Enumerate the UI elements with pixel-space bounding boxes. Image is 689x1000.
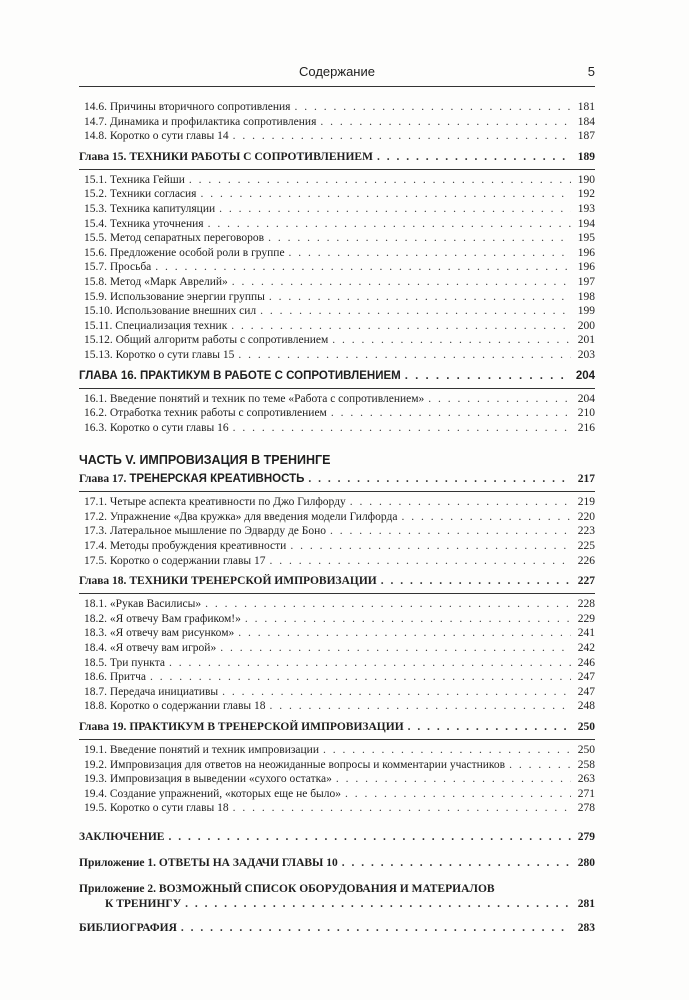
toc-entry[interactable] xyxy=(79,202,595,217)
entry-page: 184 xyxy=(577,115,595,128)
leader-dots xyxy=(260,304,571,318)
toc-entry[interactable] xyxy=(79,539,595,554)
chapter-heading[interactable] xyxy=(79,150,595,166)
toc-entry[interactable] xyxy=(79,333,595,348)
toc-entry[interactable] xyxy=(79,743,595,758)
entry-label: 15.2. Техники согласия xyxy=(84,188,197,201)
chapter-page: 217 xyxy=(577,473,595,486)
leader-dots xyxy=(181,921,571,935)
entry-page: 242 xyxy=(577,642,595,655)
leader-dots xyxy=(238,348,571,362)
entry-page: 204 xyxy=(577,392,595,405)
entry-page: 193 xyxy=(577,202,595,215)
leader-dots xyxy=(231,319,571,333)
toc-entry[interactable] xyxy=(79,129,595,144)
chapter-title: ТЕХНИКИ ТРЕНЕРСКОЙ ИМПРОВИЗАЦИИ xyxy=(129,575,377,588)
entry-label: 14.7. Динамика и профилактика сопротивления xyxy=(84,115,317,128)
toc-entry[interactable] xyxy=(79,758,595,773)
entry-label: 17.2. Упражнение «Два кружка» для введения модели Гилфорда xyxy=(84,510,398,523)
toc-entry[interactable] xyxy=(79,348,595,363)
entry-page: 203 xyxy=(577,348,595,361)
entry-page: 241 xyxy=(577,627,595,640)
chapter-entries xyxy=(79,743,595,816)
chapter-heading[interactable] xyxy=(79,720,595,736)
entry-label: 16.3. Коротко о сути главы 16 xyxy=(84,421,229,434)
toc-entry[interactable] xyxy=(79,187,595,202)
entry-label: 15.6. Предложение особой роли в группе xyxy=(84,246,285,259)
leader-dots xyxy=(200,187,571,201)
leader-dots xyxy=(509,758,571,772)
entry-page: 220 xyxy=(577,510,595,523)
leader-dots xyxy=(232,275,571,289)
toc-entry[interactable] xyxy=(79,290,595,305)
chapter-entries xyxy=(79,597,595,714)
toc-entry[interactable] xyxy=(79,597,595,612)
leader-dots xyxy=(408,720,571,734)
toc-entry[interactable] xyxy=(79,656,595,671)
entry-page: 283 xyxy=(577,921,595,934)
entry-page: 210 xyxy=(577,407,595,420)
leader-dots xyxy=(294,100,571,114)
entry-label: 15.8. Метод «Марк Аврелий» xyxy=(84,275,228,288)
chapter-divider xyxy=(79,593,595,594)
entry-label: 18.6. Притча xyxy=(84,671,146,684)
entry-label: ЗАКЛЮЧЕНИЕ xyxy=(79,830,165,843)
chapter-18 xyxy=(79,574,595,714)
entry-label: 16.1. Введение понятий и техник по теме «Работа с сопротивлением» xyxy=(84,392,425,405)
entry-page: 229 xyxy=(577,612,595,625)
toc-entry[interactable] xyxy=(79,626,595,641)
entry-page: 219 xyxy=(577,496,595,509)
page-number: 5 xyxy=(587,64,595,79)
entry-page: 195 xyxy=(577,232,595,245)
entry-label: 15.13. Коротко о сути главы 15 xyxy=(84,348,235,361)
entry-label: 15.7. Просьба xyxy=(84,261,152,274)
entry-page: 248 xyxy=(577,700,595,713)
leader-dots xyxy=(336,772,571,786)
chapter-title: ТЕХНИКИ РАБОТЫ С СОПРОТИВЛЕНИЕМ xyxy=(129,150,373,163)
entry-label-line2: К ТРЕНИНГУ xyxy=(105,897,182,910)
leader-dots xyxy=(269,290,571,304)
appendix-2-entry[interactable] xyxy=(79,882,595,911)
entry-label: 15.5. Метод сепаратных переговоров xyxy=(84,232,265,245)
leader-dots xyxy=(401,510,571,524)
entry-label: 17.1. Четыре аспекта креативности по Джо Гилфорду xyxy=(84,496,346,509)
entry-page: 194 xyxy=(577,217,595,230)
chapter-title: ПРАКТИКУМ В ТРЕНЕРСКОЙ ИМПРОВИЗАЦИИ xyxy=(129,721,404,733)
leader-dots xyxy=(238,626,571,640)
entry-page: 196 xyxy=(577,246,595,259)
chapter-entries xyxy=(79,392,595,436)
chapter-17 xyxy=(79,472,595,568)
toc-entry[interactable] xyxy=(79,246,595,261)
toc-entry[interactable] xyxy=(79,612,595,627)
chapter-entries xyxy=(79,173,595,363)
entry-label: ОТВЕТЫ НА ЗАДАЧИ ГЛАВЫ 10 xyxy=(158,856,338,869)
toc-entry[interactable] xyxy=(79,510,595,525)
leader-dots xyxy=(342,856,571,870)
entry-label: 18.3. «Я отвечу вам рисунком» xyxy=(84,627,235,640)
leader-dots xyxy=(323,743,571,757)
leader-dots xyxy=(233,129,571,143)
entry-page: 278 xyxy=(577,802,595,815)
chapter-heading[interactable] xyxy=(79,574,595,590)
chapter-title: ПРАКТИКУМ В РАБОТЕ С СОПРОТИВЛЕНИЕМ xyxy=(140,369,401,382)
toc-entry[interactable] xyxy=(79,115,595,130)
entry-page: 201 xyxy=(577,334,595,347)
leader-dots xyxy=(377,150,571,164)
entry-page: 181 xyxy=(577,101,595,113)
entry-label: 15.4. Техника уточнения xyxy=(84,217,204,230)
chapter-divider xyxy=(79,491,595,492)
entry-label: 15.12. Общий алгоритм работы с сопротивлением xyxy=(84,334,329,347)
toc-entry[interactable] xyxy=(79,772,595,787)
entry-label: 15.11. Специализация техник xyxy=(84,319,228,332)
chapter-16 xyxy=(79,369,595,436)
leader-dots xyxy=(219,202,571,216)
entry-page: 280 xyxy=(577,856,595,869)
leader-dots xyxy=(269,554,571,568)
chapter-page: 227 xyxy=(577,575,595,588)
entry-label: БИБЛИОГРАФИЯ xyxy=(79,921,177,934)
chapter-prefix: ГЛАВА 16. xyxy=(79,369,137,382)
entry-page: 247 xyxy=(577,671,595,684)
toc-entry[interactable] xyxy=(79,685,595,700)
entry-page: 279 xyxy=(577,830,595,843)
leader-dots xyxy=(233,421,571,435)
table-of-contents xyxy=(79,100,595,947)
entry-page: 223 xyxy=(577,525,595,538)
leader-dots xyxy=(320,115,571,129)
entry-label: 15.9. Использование энергии группы xyxy=(84,290,265,303)
entry-label: 19.5. Коротко о сути главы 18 xyxy=(84,802,229,815)
entry-page: 247 xyxy=(577,685,595,698)
chapter-page: 250 xyxy=(577,721,595,733)
chapter-title: ТРЕНЕРСКАЯ КРЕАТИВНОСТЬ xyxy=(129,473,305,486)
entry-page: 192 xyxy=(577,188,595,201)
chapter-19 xyxy=(79,720,595,816)
leader-dots xyxy=(150,670,571,684)
entry-page: 263 xyxy=(577,773,595,786)
leader-dots xyxy=(269,699,571,713)
chapter-page: 189 xyxy=(577,150,595,163)
entry-label: 16.2. Отработка техник работы с сопротивлением xyxy=(84,407,327,420)
chapter-entries xyxy=(79,495,595,568)
leader-dots xyxy=(169,656,571,670)
chapter-prefix: Глава 19. xyxy=(79,721,127,733)
entry-page: 250 xyxy=(577,744,595,756)
leader-dots xyxy=(168,830,571,844)
toc-entry[interactable] xyxy=(79,275,595,290)
conclusion-entry[interactable] xyxy=(79,830,595,846)
leader-dots xyxy=(222,685,571,699)
toc-entry[interactable] xyxy=(79,421,595,436)
entry-label: 15.1. Техника Гейши xyxy=(84,173,185,186)
appendix-1-entry[interactable] xyxy=(79,856,595,872)
entry-label: 19.2. Импровизация для ответов на неожиданные вопросы и комментарии участников xyxy=(84,758,506,771)
entry-page: 187 xyxy=(577,130,595,143)
running-title: Содержание xyxy=(299,64,375,79)
entry-page: 228 xyxy=(577,598,595,611)
toc-entry[interactable] xyxy=(79,231,595,246)
leader-dots xyxy=(233,801,571,815)
toc-entry[interactable] xyxy=(79,100,595,115)
entry-page: 226 xyxy=(577,554,595,567)
entry-page: 271 xyxy=(577,787,595,800)
leader-dots xyxy=(381,574,571,588)
entry-page: 281 xyxy=(577,897,595,910)
entry-label: 19.3. Импровизация в выведении «сухого остатка» xyxy=(84,773,332,786)
leader-dots xyxy=(331,406,571,420)
entry-label-line1: ВОЗМОЖНЫЙ СПИСОК ОБОРУДОВАНИЯ И МАТЕРИАЛОВ xyxy=(158,882,495,895)
entry-label: 14.6. Причины вторичного сопротивления xyxy=(84,101,291,113)
entry-label: 18.5. Три пункта xyxy=(84,656,166,669)
entry-label: 18.4. «Я отвечу вам игрой» xyxy=(84,642,217,655)
chapter-heading[interactable] xyxy=(79,369,595,385)
entry-label: 18.8. Коротко о содержании главы 18 xyxy=(84,700,266,713)
chapter-divider xyxy=(79,169,595,170)
chapter-divider xyxy=(79,388,595,389)
pre-entries xyxy=(79,100,595,144)
toc-entry[interactable] xyxy=(79,524,595,539)
entry-page: 216 xyxy=(577,421,595,434)
chapter-divider xyxy=(79,739,595,740)
leader-dots xyxy=(208,217,571,231)
chapter-prefix: Глава 17. xyxy=(79,473,127,486)
part-heading[interactable]: ЧАСТЬ V. ИМПРОВИЗАЦИЯ В ТРЕНИНГЕ xyxy=(79,453,331,468)
entry-page: 198 xyxy=(577,290,595,303)
appendix-prefix: Приложение 2. xyxy=(79,882,157,895)
entry-label: 15.3. Техника капитуляции xyxy=(84,202,216,215)
leader-dots xyxy=(205,597,571,611)
toc-entry[interactable] xyxy=(79,787,595,802)
toc-entry[interactable] xyxy=(79,406,595,421)
toc-entry[interactable] xyxy=(79,801,595,816)
leader-dots xyxy=(220,641,571,655)
entry-label: 17.5. Коротко о содержании главы 17 xyxy=(84,554,266,567)
entry-label: 19.4. Создание упражнений, «которых еще не было» xyxy=(84,787,342,800)
entry-label: 17.4. Методы пробуждения креативности xyxy=(84,540,287,553)
header-divider xyxy=(79,86,595,87)
leader-dots xyxy=(308,472,571,486)
toc-entry[interactable] xyxy=(79,699,595,714)
leader-dots xyxy=(330,524,571,538)
bibliography-entry[interactable] xyxy=(79,921,595,937)
entry-label: 14.8. Коротко о сути главы 14 xyxy=(84,130,229,143)
toc-entry[interactable] xyxy=(79,173,595,188)
toc-entry[interactable] xyxy=(79,304,595,319)
leader-dots xyxy=(428,392,571,406)
leader-dots xyxy=(290,539,571,553)
running-head xyxy=(79,64,595,82)
toc-entry[interactable] xyxy=(79,217,595,232)
chapter-prefix: Глава 15. xyxy=(79,150,127,163)
entry-page: 197 xyxy=(577,275,595,288)
toc-entry[interactable] xyxy=(79,319,595,334)
leader-dots xyxy=(350,495,571,509)
back-matter xyxy=(79,830,595,937)
entry-page: 246 xyxy=(577,656,595,669)
leader-dots xyxy=(155,260,571,274)
toc-entry[interactable] xyxy=(79,392,595,407)
entry-page: 196 xyxy=(577,261,595,274)
toc-entry[interactable] xyxy=(79,641,595,656)
appendix-prefix: Приложение 1. xyxy=(79,856,157,869)
leader-dots xyxy=(189,173,571,187)
leader-dots xyxy=(289,246,571,260)
entry-page: 190 xyxy=(577,173,595,186)
chapter-prefix: Глава 18. xyxy=(79,575,127,588)
leader-dots xyxy=(185,897,571,911)
leader-dots xyxy=(405,369,571,383)
entry-label: 19.1. Введение понятий и техник импровизации xyxy=(84,744,319,756)
entry-label: 18.7. Передача инициативы xyxy=(84,685,219,698)
toc-entry[interactable] xyxy=(79,554,595,569)
entry-label: 15.10. Использование внешних сил xyxy=(84,305,257,318)
entry-label: 17.3. Латеральное мышление по Эдварду де Боно xyxy=(84,525,327,538)
chapter-heading[interactable] xyxy=(79,472,595,488)
leader-dots xyxy=(245,612,571,626)
chapter-15 xyxy=(79,150,595,363)
entry-page: 200 xyxy=(577,319,595,332)
leader-dots xyxy=(268,231,571,245)
leader-dots xyxy=(345,787,571,801)
toc-entry[interactable] xyxy=(79,670,595,685)
chapter-page: 204 xyxy=(575,369,595,382)
toc-entry[interactable] xyxy=(79,495,595,510)
leader-dots xyxy=(332,333,571,347)
toc-entry[interactable] xyxy=(79,260,595,275)
entry-page: 258 xyxy=(577,758,595,771)
entry-page: 225 xyxy=(577,540,595,553)
entry-label: 18.2. «Я отвечу Вам графиком!» xyxy=(84,612,241,625)
entry-label: 18.1. «Рукав Василисы» xyxy=(84,598,202,611)
entry-page: 199 xyxy=(577,305,595,318)
